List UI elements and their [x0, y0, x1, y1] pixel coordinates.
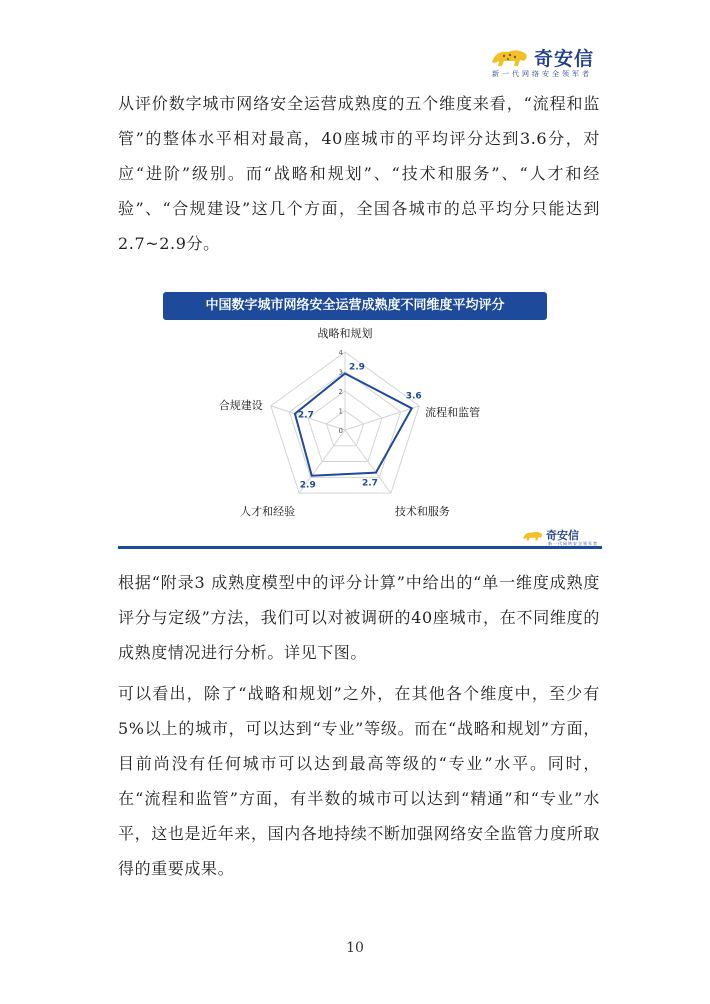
body-paragraph-3: 可以看出，除了“战略和规划”之外，在其他各个维度中，至少有5%以上的城市，可以达到“专业”等级。而在“战略和规划”方面，目前尚没有任何城市可以达到最高等级的“专业”水平。同时，在“流程和监管”方面，有半数的城市可以达到“精通”和“专业”水平，这也是近年来，国内各地持续不断加强网络安全监管力度所取得的重要成果。 — [118, 684, 600, 878]
chart-logo-slogan: 新一代网络安全领军者 — [548, 541, 598, 546]
axis-label: 战略和规划 — [317, 327, 373, 340]
grid-spoke — [345, 406, 419, 430]
axis-label: 技术和服务 — [394, 505, 450, 519]
scale-tick-label: 2 — [338, 388, 343, 396]
value-label: 3.6 — [405, 391, 422, 402]
logo-slogan: 新一代网络安全领军者 — [492, 70, 592, 78]
value-label: 2.9 — [349, 362, 365, 373]
logo-name: 奇安信 — [534, 48, 595, 70]
value-label: 2.9 — [299, 480, 316, 491]
chart-divider — [118, 546, 602, 549]
scale-tick-label: 4 — [338, 349, 343, 357]
value-label: 2.7 — [297, 410, 314, 421]
body-paragraph-2: 根据“附录3 成熟度模型中的评分计算”中给出的“单一维度成熟度评分与定级”方法，我们可以对被调研的40座城市，在不同维度的成熟度情况进行分析。详见下图。 — [118, 573, 600, 662]
axis-label: 合规建设 — [218, 398, 263, 412]
value-label: 2.7 — [361, 478, 378, 489]
scale-tick-label: 1 — [338, 407, 343, 416]
scale-tick-label: 3 — [338, 368, 343, 377]
radar-chart — [200, 325, 510, 530]
axis-label: 人才和经验 — [240, 505, 296, 519]
series-polygon — [295, 373, 412, 475]
axis-label: 流程和监管 — [425, 405, 481, 419]
chart-title: 中国数字城市网络安全运营成熟度不同维度平均评分 — [163, 292, 547, 320]
scale-tick-label: 0 — [338, 427, 343, 435]
leopard-logo-icon — [522, 529, 544, 542]
chart-logo-name: 奇安信 — [546, 529, 579, 542]
body-paragraph-1: 从评价数字城市网络安全运营成熟度的五个维度来看，“流程和监管”的整体水平相对最高，40座城市的平均评分达到3.6分，对应“进阶”级别。而“战略和规划”、“技术和服务”、“人才和经验”、“合规建设”这几个方面，全国各城市的总平均分只能达到2.7~2.9分。 — [118, 94, 600, 253]
leopard-logo-icon — [490, 46, 530, 68]
brand-logo — [490, 44, 610, 84]
page-number: 10 — [346, 940, 364, 956]
